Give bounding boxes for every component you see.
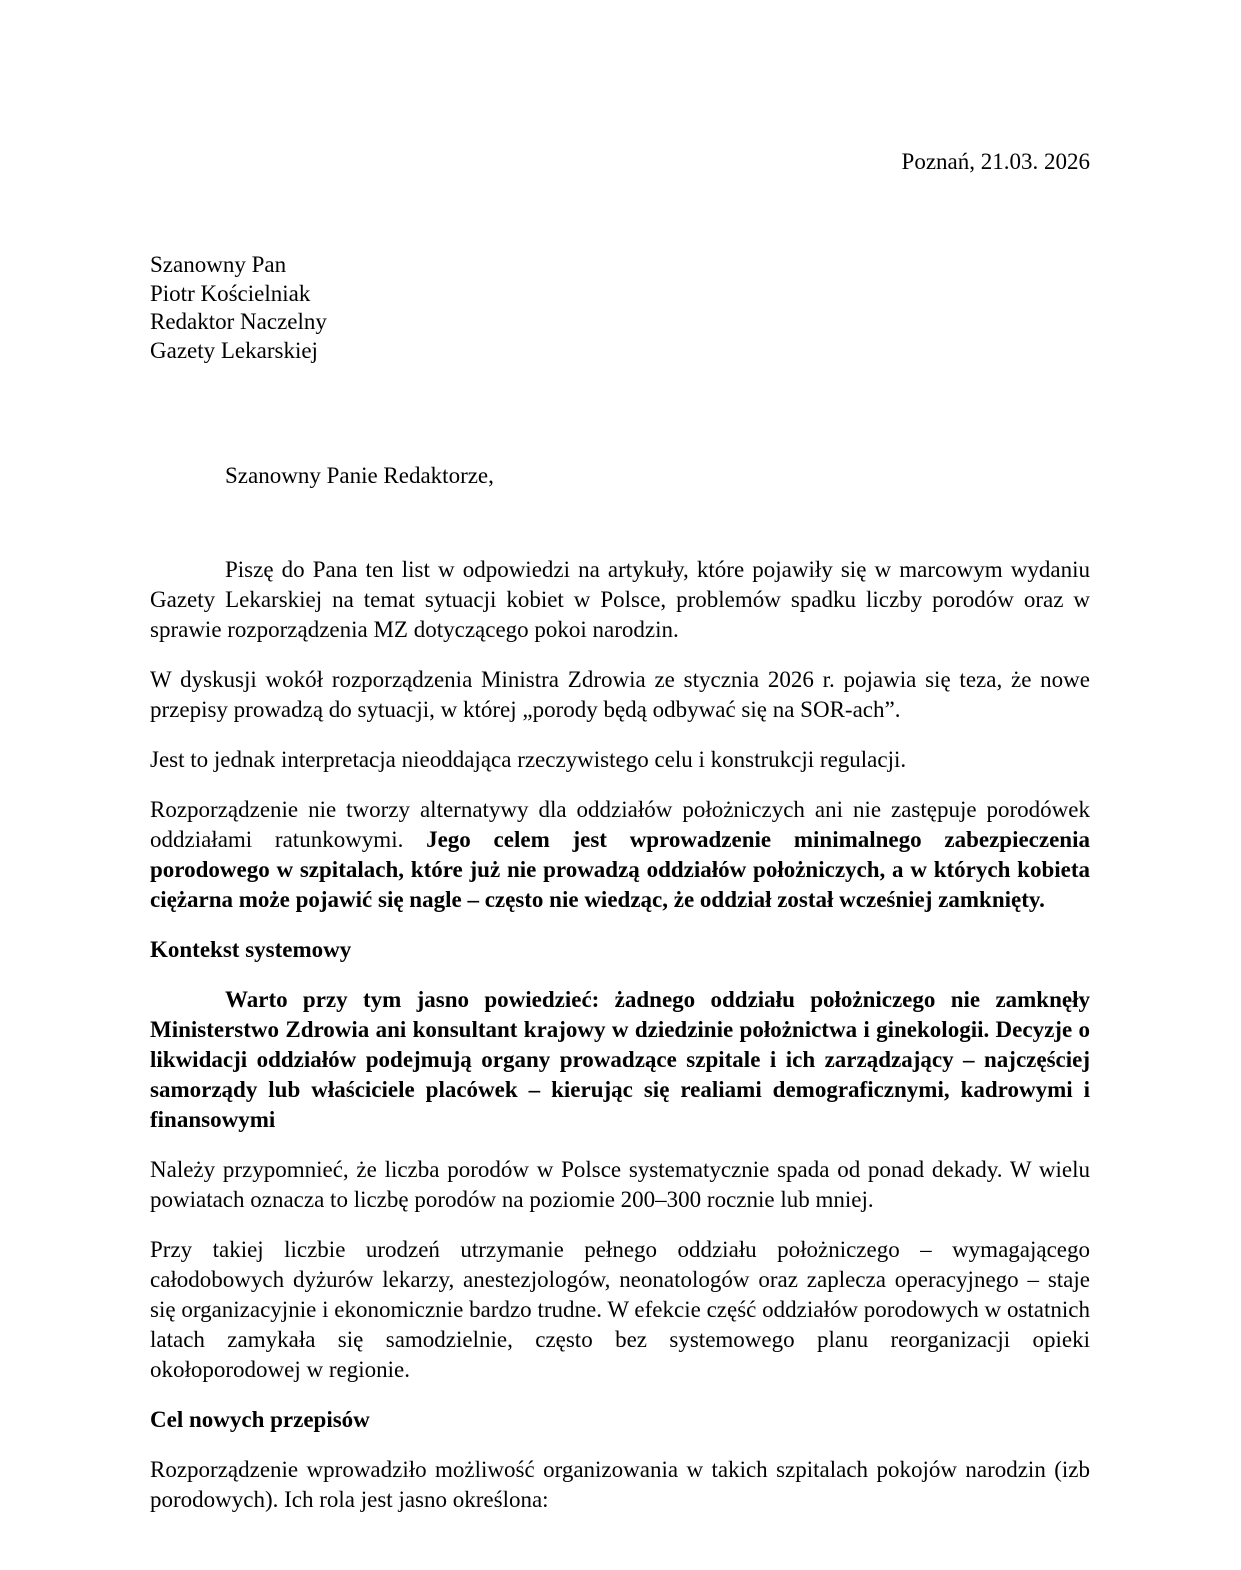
recipient-block xyxy=(150,251,1090,365)
paragraph-regulation-goal xyxy=(150,795,1090,915)
paragraph-thesis: W dyskusji wokół rozporządzenia Ministra Zdrowia ze stycznia 2026 r. pojawia się teza, że nowe przepisy prowadzą do sytuacji, w której „porody będą odbywać się na SOR-ach”. xyxy=(150,667,1090,722)
recipient-line-title: Redaktor Naczelny xyxy=(150,309,327,334)
salutation: Szanowny Panie Redaktorze, xyxy=(225,463,494,488)
paragraph-regulation-goal-bold: Jego celem jest wprowadzenie minimalnego zabezpieczenia porodowego w szpitalach, które już nie prowadzą oddziałów położniczych, a w których kobieta ciężarna może pojawić się nagle – często nie wiedząc, że oddział został wcześniej zamknięty. xyxy=(150,827,1090,912)
section-heading-context: Kontekst systemowy xyxy=(150,937,352,962)
paragraph-intro: Piszę do Pana ten list w odpowiedzi na artykuły, które pojawiły się w marcowym wydaniu Gazety Lekarskiej na temat sytuacji kobiet w Polsce, problemów spadku liczby porodów oraz w sprawie rozporządzenia MZ dotyczącego pokoi narodzin. xyxy=(150,557,1090,642)
paragraph-purpose: Rozporządzenie wprowadziło możliwość organizowania w takich szpitalach pokojów narodzin (izb porodowych). Ich rola jest jasno określona: xyxy=(150,1457,1090,1512)
recipient-line-organization: Gazety Lekarskiej xyxy=(150,337,318,363)
paragraph-births-decline: Należy przypomnieć, że liczba porodów w Polsce systematycznie spada od ponad dekady. W wielu powiatach oznacza to liczbę porodów na poziomie 200–300 rocznie lub mniej. xyxy=(150,1157,1090,1212)
recipient-line-honorific: Szanowny Pan xyxy=(150,252,287,277)
paragraph-context-statement: Warto przy tym jasno powiedzieć: żadnego oddziału położniczego nie zamknęły Ministerstwo Zdrowia ani konsultant krajowy w dziedzinie położnictwa i ginekologii. Decyzje o likwidacji oddziałów podejmują organy prowadzące szpitale i ich zarządzający – najczęściej samorządy lub właściciele placówek – kierując się realiami demograficznymi, kadrowymi i finansowymi xyxy=(150,987,1090,1132)
paragraph-ward-maintenance: Przy takiej liczbie urodzeń utrzymanie pełnego oddziału położniczego – wymagającego całodobowych dyżurów lekarzy, anestezjologów, neonatologów oraz zaplecza operacyjnego – staje się organizacyjnie i ekonomicznie bardzo trudne. W efekcie część oddziałów porodowych w ostatnich latach zamykała się samodzielnie, często bez systemowego planu reorganizacji opieki okołoporodowej w regionie. xyxy=(150,1237,1090,1382)
recipient-line-name: Piotr Kościelniak xyxy=(150,280,311,306)
paragraph-interpretation: Jest to jednak interpretacja nieoddająca rzeczywistego celu i konstrukcji regulacji. xyxy=(150,747,907,772)
section-heading-purpose: Cel nowych przepisów xyxy=(150,1407,370,1432)
date-line: Poznań, 21.03. 2026 xyxy=(901,149,1090,174)
paragraph-regulation-goal-normal: Rozporządzenie nie tworzy alternatywy dla oddziałów położniczych ani nie zastępuje porodówek oddziałami ratunkowymi. xyxy=(150,797,1090,852)
